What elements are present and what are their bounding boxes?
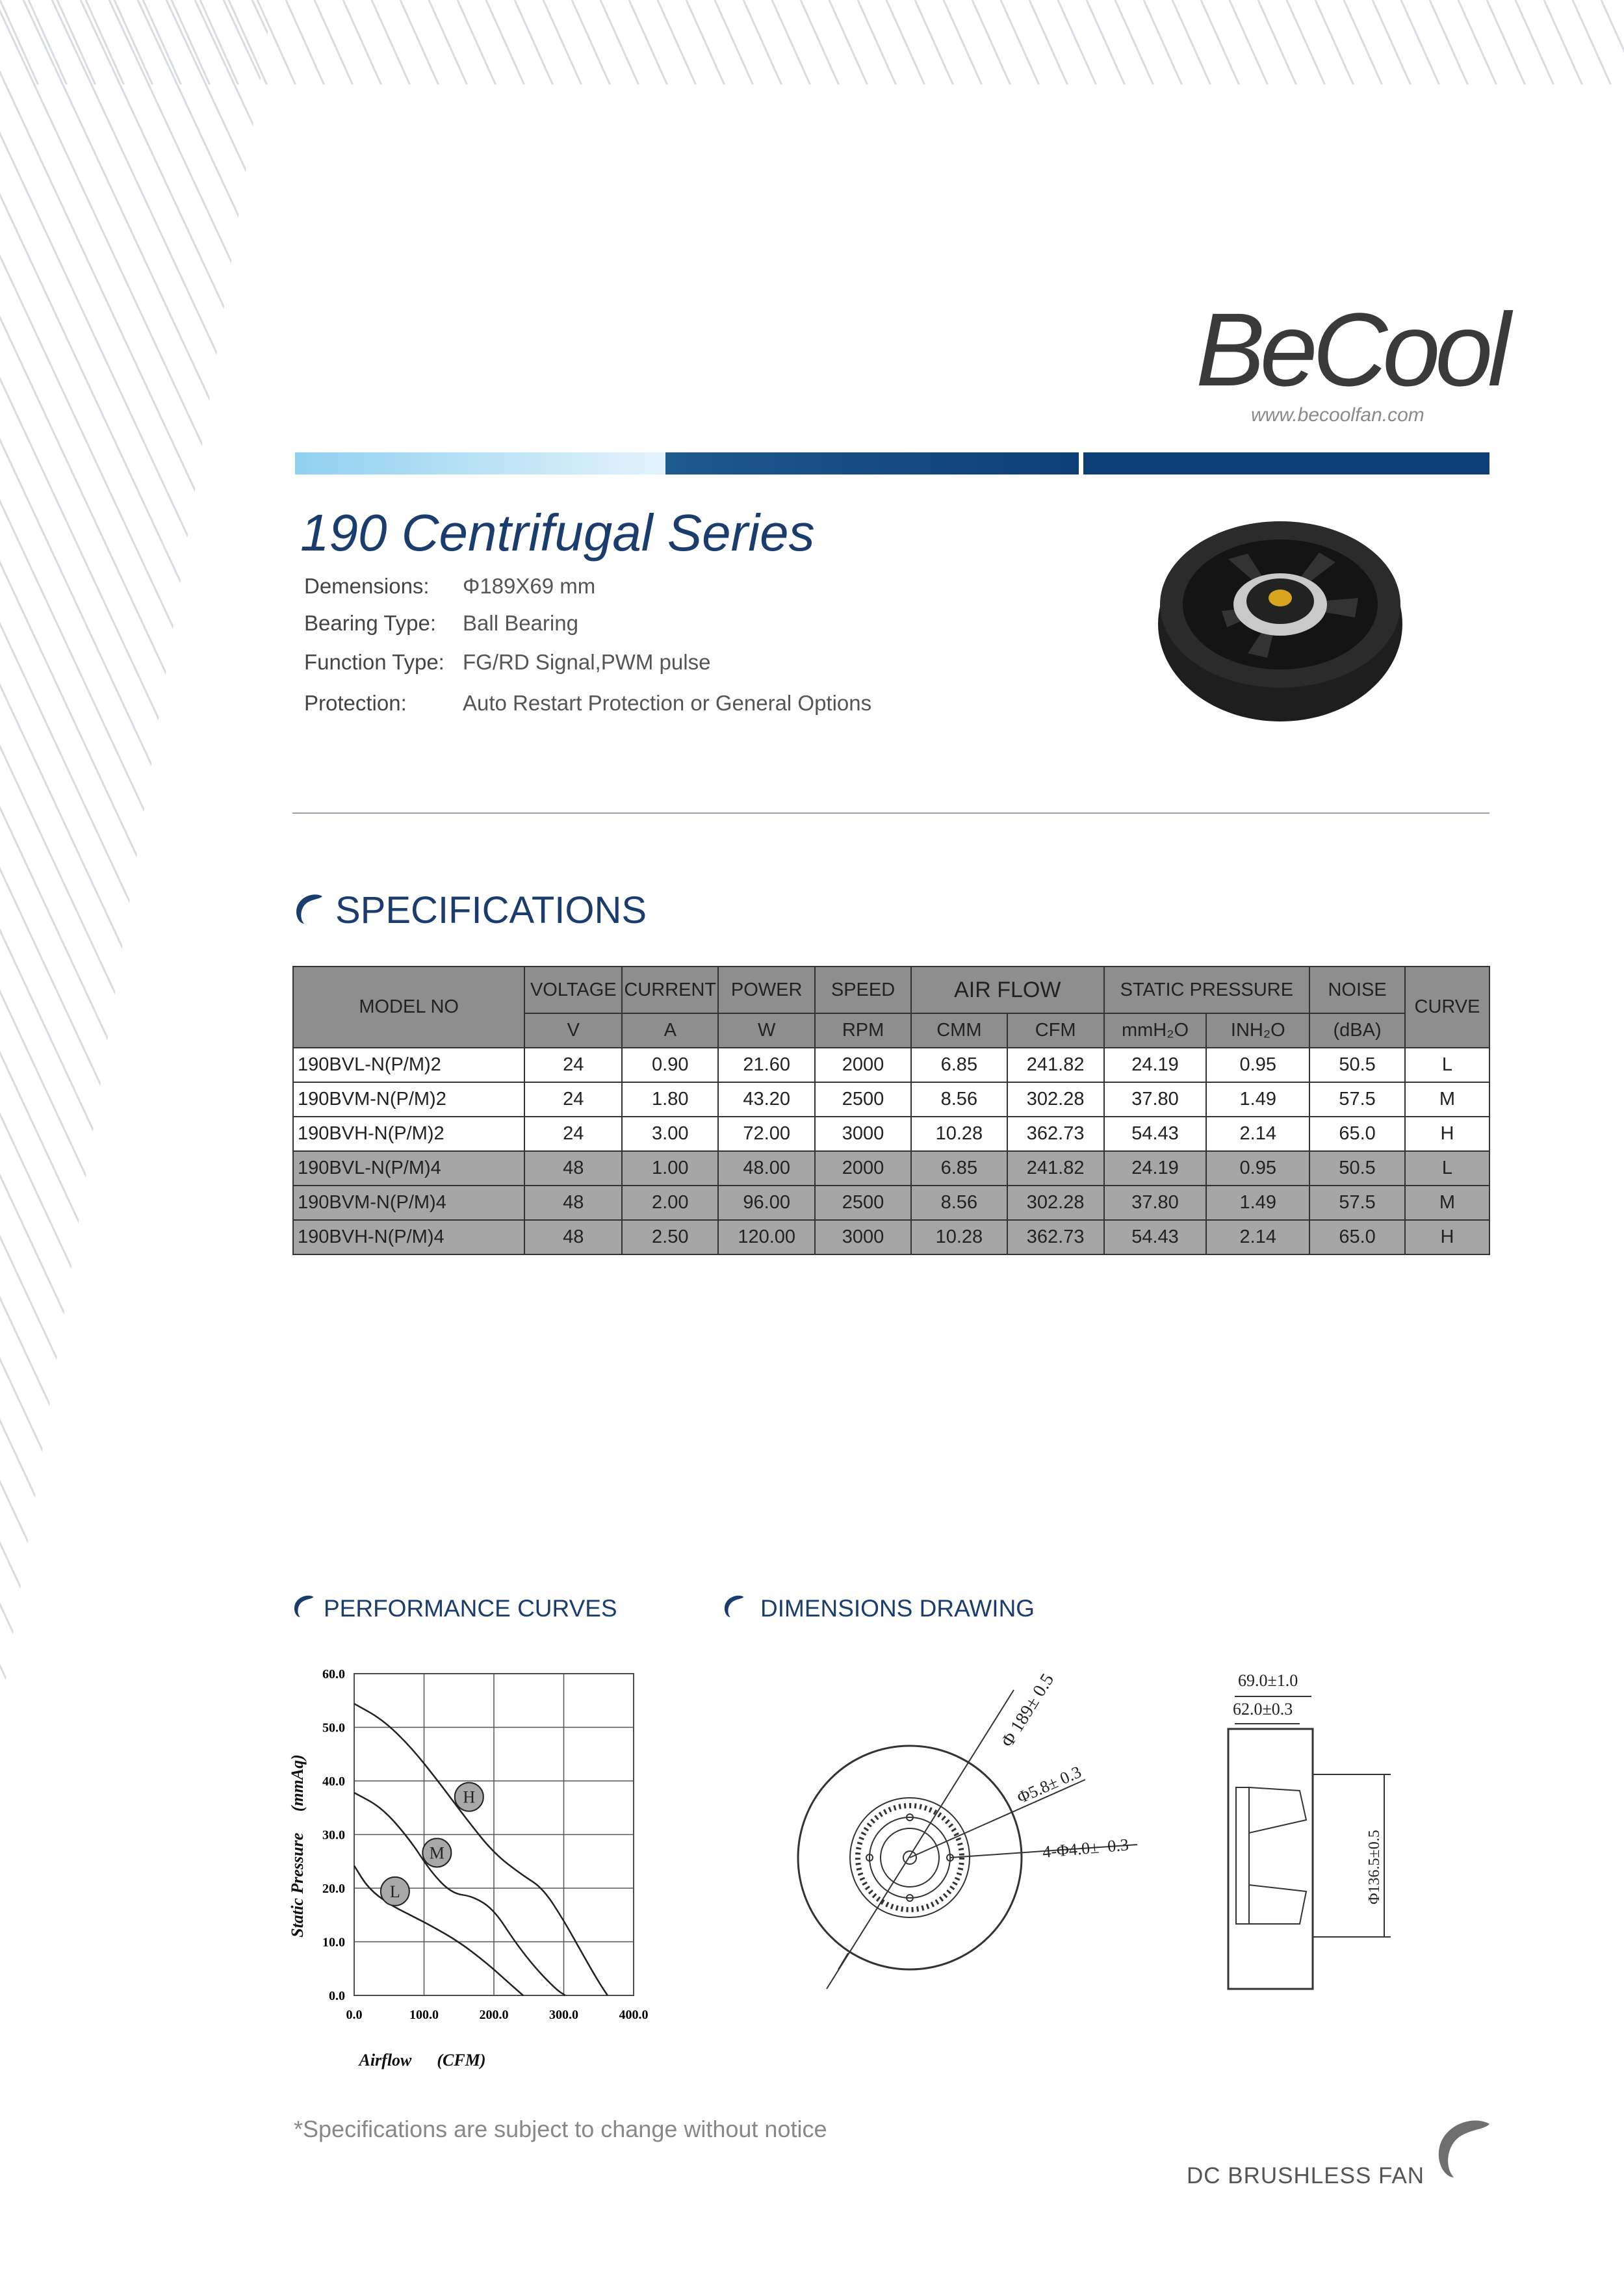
table-cell: 48	[524, 1220, 622, 1254]
table-cell: 0.90	[622, 1048, 718, 1082]
table-cell: 65.0	[1309, 1117, 1405, 1151]
table-cell: 21.60	[718, 1048, 815, 1082]
dim-label-62: 62.0±0.3	[1233, 1700, 1293, 1719]
table-cell: 3.00	[622, 1117, 718, 1151]
table-cell: 0.95	[1206, 1151, 1309, 1186]
header-bar-mid	[665, 452, 1079, 474]
table-row	[293, 1220, 1489, 1254]
table-cell: 2000	[815, 1048, 911, 1082]
prop-label-protection: Protection:	[304, 691, 407, 715]
series-line-L	[354, 1865, 523, 1995]
prop-label-function: Function Type:	[304, 650, 445, 674]
model-cell: 190BVL-N(P/M)4	[293, 1151, 524, 1186]
table-cell: 120.00	[718, 1220, 815, 1254]
table-cell: 8.56	[911, 1186, 1007, 1220]
header-current: CURRENT	[622, 967, 718, 1013]
table-cell: 1.80	[622, 1082, 718, 1117]
table-cell: M	[1405, 1186, 1489, 1220]
unit-cell: (dBA)	[1309, 1013, 1405, 1048]
table-cell: 2.50	[622, 1220, 718, 1254]
performance-chart	[279, 1651, 682, 2080]
footer-swirl-icon	[1434, 2112, 1492, 2184]
table-cell: 50.5	[1309, 1048, 1405, 1082]
swirl-icon	[294, 892, 324, 925]
unit-cell: INH₂O	[1206, 1013, 1309, 1048]
table-cell: 72.00	[718, 1117, 815, 1151]
table-cell: 48	[524, 1186, 622, 1220]
header-noise: NOISE	[1309, 967, 1405, 1013]
table-cell: 302.28	[1007, 1082, 1104, 1117]
table-cell: 2500	[815, 1186, 911, 1220]
chart-xlabel: Airflow (CFM)	[359, 2051, 486, 2070]
table-cell: 0.95	[1206, 1048, 1309, 1082]
series-label-H: H	[463, 1787, 476, 1807]
table-cell: 57.5	[1309, 1186, 1405, 1220]
brand-url[interactable]: www.becoolfan.com	[1251, 404, 1424, 426]
header-bar-gradient	[295, 452, 665, 474]
table-cell: 43.20	[718, 1082, 815, 1117]
table-cell: 57.5	[1309, 1082, 1405, 1117]
dim-label-58: Φ5.8± 0.3	[1014, 1762, 1085, 1808]
header-power: POWER	[718, 967, 815, 1013]
table-cell: 24	[524, 1082, 622, 1117]
table-cell: 50.5	[1309, 1151, 1405, 1186]
model-cell: 190BVM-N(P/M)4	[293, 1186, 524, 1220]
prop-value-bearing: Ball Bearing	[463, 611, 578, 635]
table-row	[293, 1151, 1489, 1186]
table-cell: 1.00	[622, 1151, 718, 1186]
model-cell: 190BVH-N(P/M)2	[293, 1117, 524, 1151]
series-label-L: L	[389, 1882, 400, 1901]
table-cell: 8.56	[911, 1082, 1007, 1117]
swirl-icon	[292, 1594, 315, 1618]
table-cell: 10.28	[911, 1220, 1007, 1254]
table-cell: 6.85	[911, 1048, 1007, 1082]
dim-label-holes: 4-Φ4.0± 0.3	[1041, 1835, 1129, 1862]
table-cell: 241.82	[1007, 1151, 1104, 1186]
series-label-M: M	[429, 1843, 445, 1863]
table-cell: L	[1405, 1048, 1489, 1082]
table-header-row	[293, 967, 1489, 1013]
footer-note: *Specifications are subject to change without notice	[294, 2116, 827, 2142]
header-airflow: AIR FLOW	[911, 967, 1104, 1013]
table-row	[293, 1048, 1489, 1082]
prop-value-function: FG/RD Signal,PWM pulse	[463, 650, 711, 674]
table-cell: 37.80	[1104, 1186, 1207, 1220]
table-cell: H	[1405, 1220, 1489, 1254]
table-cell: L	[1405, 1151, 1489, 1186]
table-cell: 24	[524, 1117, 622, 1151]
table-cell: 48	[524, 1151, 622, 1186]
table-row	[293, 1082, 1489, 1117]
table-row	[293, 1117, 1489, 1151]
unit-cell: V	[524, 1013, 622, 1048]
dimension-front-view	[786, 1664, 1183, 2015]
table-cell: 65.0	[1309, 1220, 1405, 1254]
chart-xtick-label: 300.0	[549, 2008, 578, 2022]
table-cell: 37.80	[1104, 1082, 1207, 1117]
table-cell: 302.28	[1007, 1186, 1104, 1220]
chart-ytick-label: 10.0	[322, 1935, 345, 1950]
page-title: 190 Centrifugal Series	[300, 504, 815, 562]
table-cell: 362.73	[1007, 1117, 1104, 1151]
chart-ytick-label: 60.0	[322, 1667, 345, 1681]
table-cell: 2000	[815, 1151, 911, 1186]
chart-xtick-label: 100.0	[409, 2008, 439, 2022]
dimensions-heading: DIMENSIONS DRAWING	[760, 1595, 1035, 1622]
table-cell: 1.49	[1206, 1186, 1309, 1220]
table-cell: 96.00	[718, 1186, 815, 1220]
chart-xtick-label: 400.0	[619, 2008, 649, 2022]
dim-label-189: Φ 189± 0.5	[997, 1670, 1059, 1751]
header-bar-dark	[1083, 452, 1489, 474]
table-cell: 2.00	[622, 1186, 718, 1220]
table-cell: 2500	[815, 1082, 911, 1117]
footer-product-type: DC BRUSHLESS FAN	[1187, 2163, 1425, 2188]
spec-table	[292, 966, 1490, 1255]
swirl-icon	[723, 1594, 745, 1618]
chart-ytick-label: 50.0	[322, 1720, 345, 1735]
series-line-H	[354, 1704, 608, 1995]
dim-label-136: Φ136.5±0.5	[1366, 1830, 1383, 1904]
dimension-side-view	[1209, 1664, 1404, 2015]
unit-cell: A	[622, 1013, 718, 1048]
chart-xtick-label: 0.0	[346, 2008, 363, 2022]
specifications-heading: SPECIFICATIONS	[335, 889, 647, 931]
model-cell: 190BVL-N(P/M)2	[293, 1048, 524, 1082]
chart-ytick-label: 0.0	[329, 1989, 345, 2003]
header-speed: SPEED	[815, 967, 911, 1013]
table-cell: 24.19	[1104, 1151, 1207, 1186]
table-cell: 2.14	[1206, 1117, 1309, 1151]
table-row	[293, 1186, 1489, 1220]
table-cell: 241.82	[1007, 1048, 1104, 1082]
chart-ytick-label: 20.0	[322, 1882, 345, 1896]
table-cell: 1.49	[1206, 1082, 1309, 1117]
prop-value-dimensions: Φ189X69 mm	[463, 574, 596, 598]
table-cell: 2.14	[1206, 1220, 1309, 1254]
table-cell: 48.00	[718, 1151, 815, 1186]
table-cell: 10.28	[911, 1117, 1007, 1151]
table-cell: 3000	[815, 1220, 911, 1254]
model-cell: 190BVM-N(P/M)2	[293, 1082, 524, 1117]
header-voltage: VOLTAGE	[524, 967, 622, 1013]
dim-label-69: 69.0±1.0	[1238, 1671, 1298, 1690]
header-pressure: STATIC PRESSURE	[1104, 967, 1310, 1013]
unit-cell: W	[718, 1013, 815, 1048]
brand-logo: BeCool	[1196, 291, 1506, 408]
table-cell: 24.19	[1104, 1048, 1207, 1082]
table-cell: 6.85	[911, 1151, 1007, 1186]
unit-cell: mmH₂O	[1104, 1013, 1207, 1048]
header-model: MODEL NO	[293, 967, 524, 1048]
unit-cell: RPM	[815, 1013, 911, 1048]
table-cell: 24	[524, 1048, 622, 1082]
performance-heading: PERFORMANCE CURVES	[324, 1595, 617, 1622]
header-curve: CURVE	[1405, 967, 1489, 1048]
prop-label-dimensions: Demensions:	[304, 574, 430, 598]
divider	[292, 812, 1489, 814]
table-cell: 54.43	[1104, 1220, 1207, 1254]
table-cell: 362.73	[1007, 1220, 1104, 1254]
chart-ylabel: Static Pressure (mmAq)	[288, 1754, 307, 1938]
table-cell: 3000	[815, 1117, 911, 1151]
table-cell: M	[1405, 1082, 1489, 1117]
prop-value-protection: Auto Restart Protection or General Options	[463, 691, 872, 715]
fan-product-image	[1150, 513, 1410, 728]
chart-ytick-label: 40.0	[322, 1774, 345, 1789]
unit-cell: CMM	[911, 1013, 1007, 1048]
model-cell: 190BVH-N(P/M)4	[293, 1220, 524, 1254]
table-cell: H	[1405, 1117, 1489, 1151]
chart-ytick-label: 30.0	[322, 1828, 345, 1843]
chart-xtick-label: 200.0	[479, 2008, 509, 2022]
unit-cell: CFM	[1007, 1013, 1104, 1048]
table-cell: 54.43	[1104, 1117, 1207, 1151]
prop-label-bearing: Bearing Type:	[304, 611, 437, 635]
